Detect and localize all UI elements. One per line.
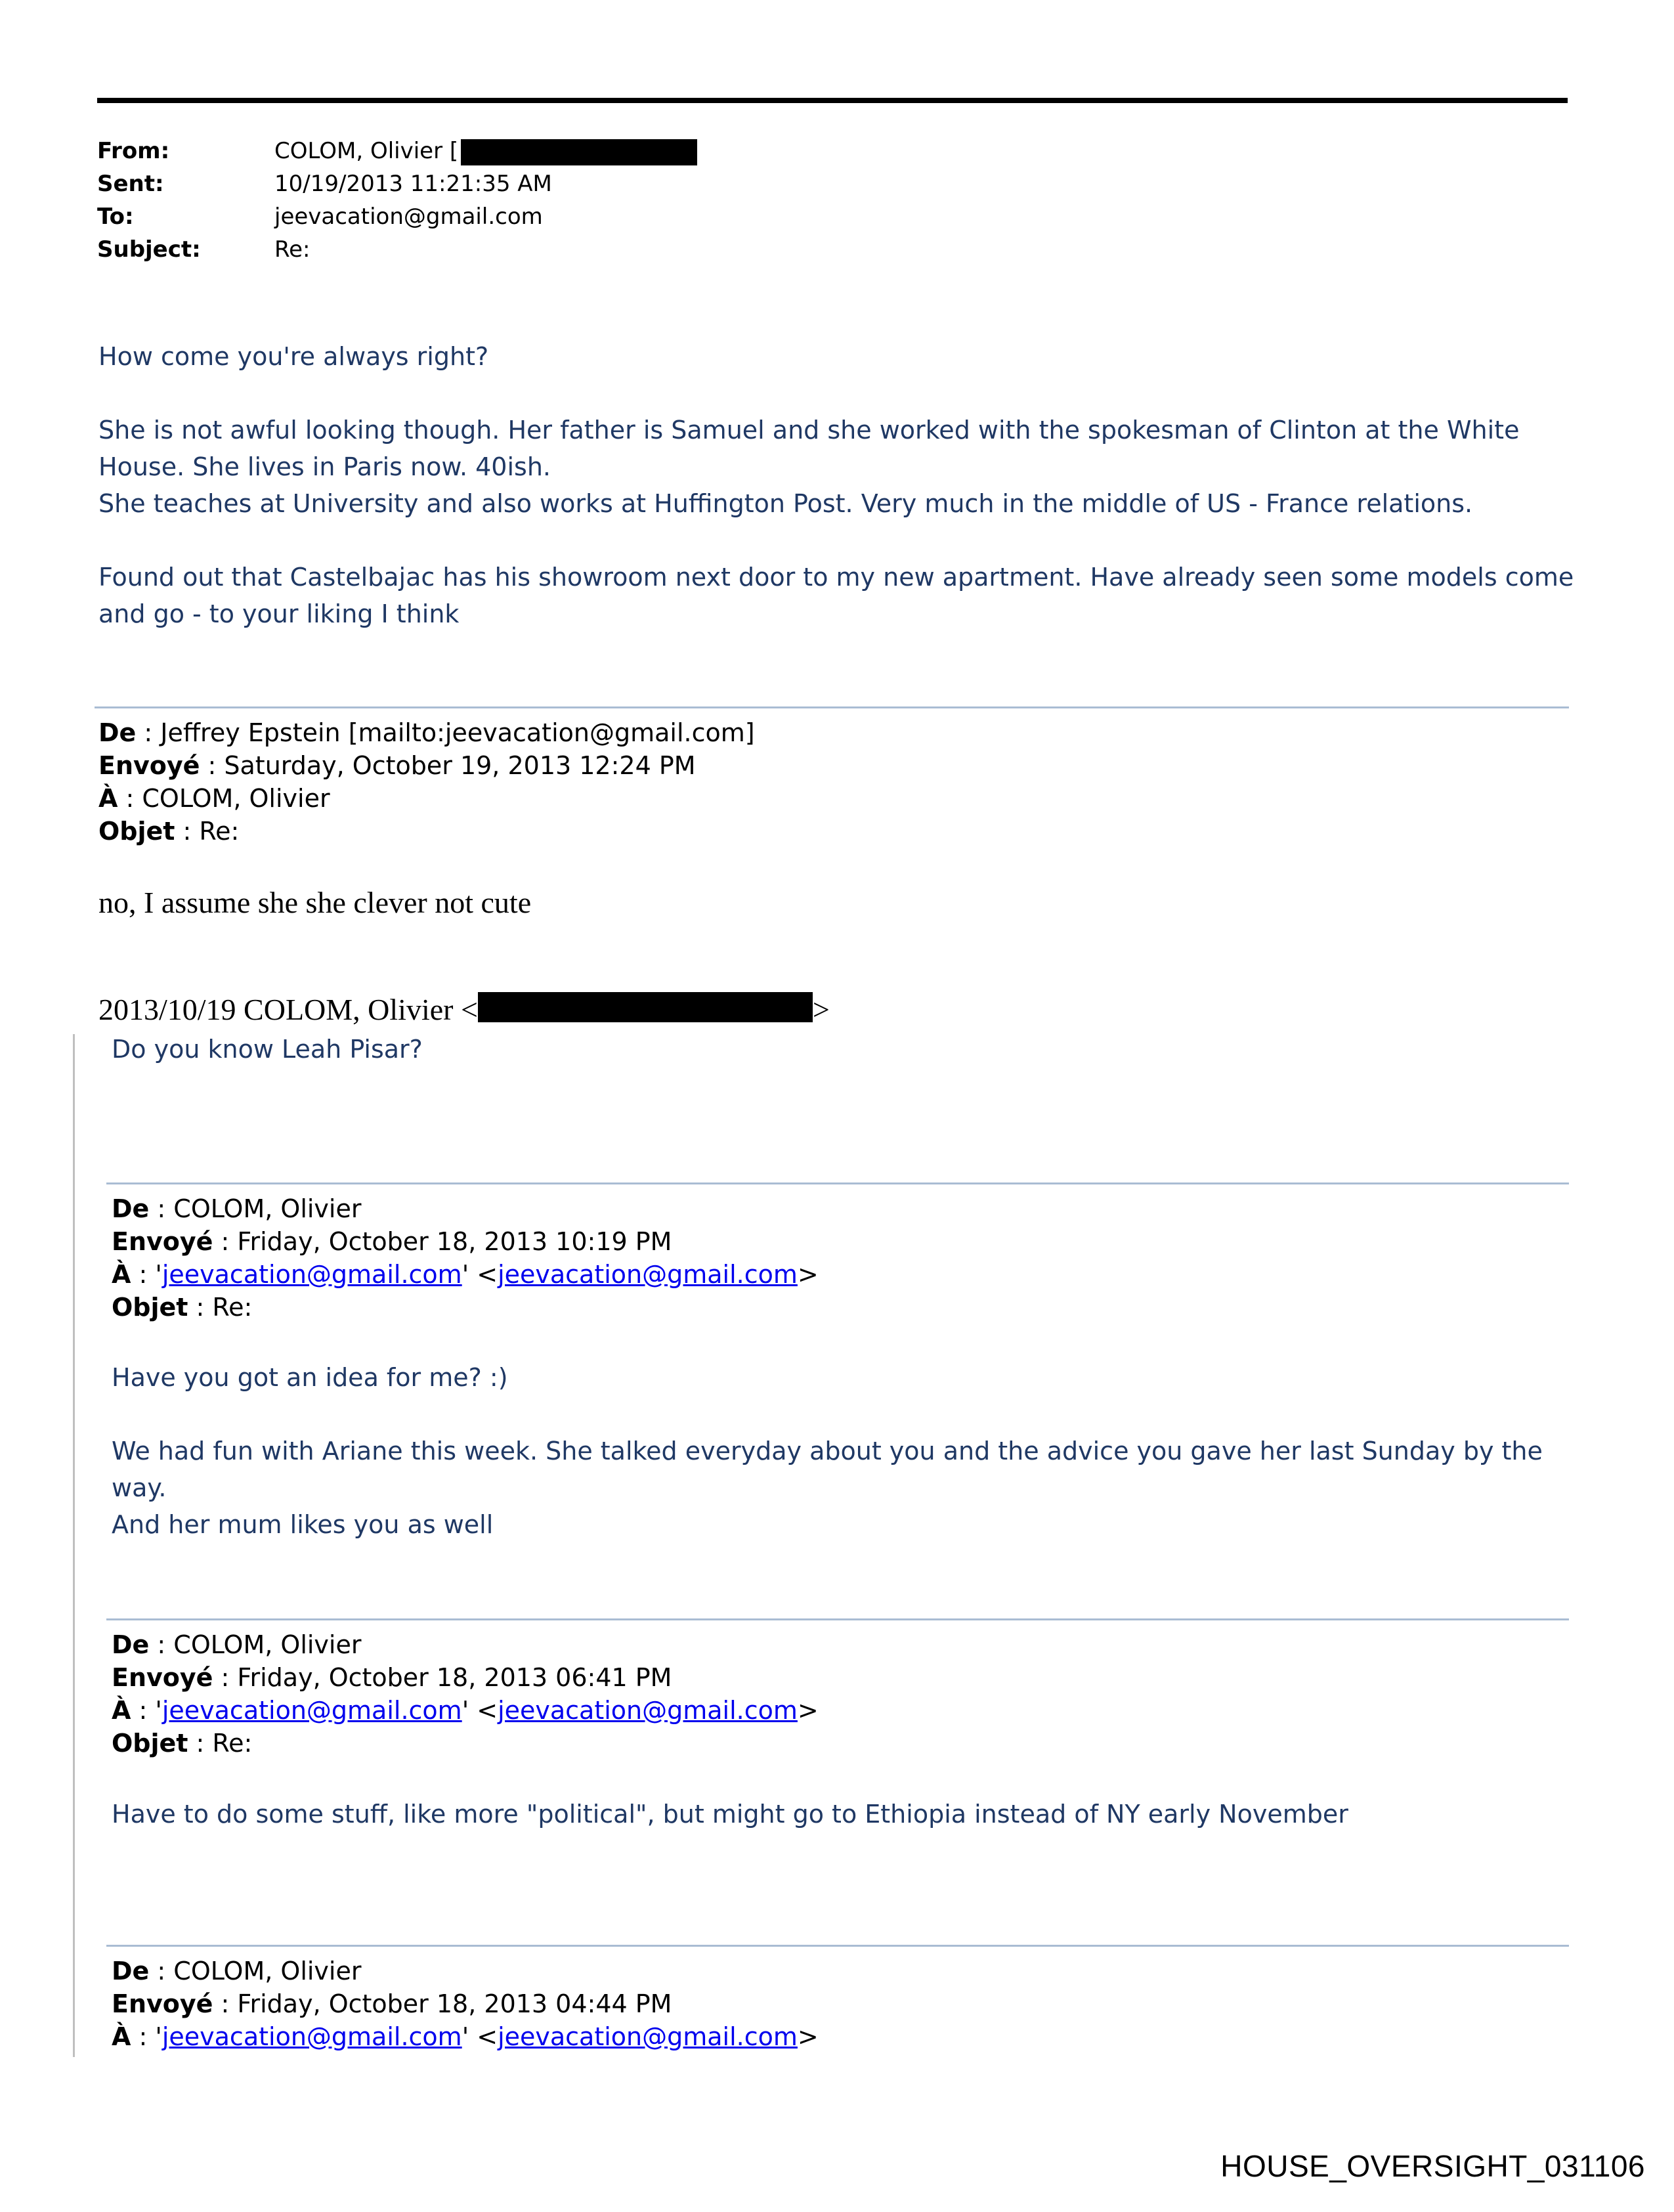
a-label: À <box>112 2022 131 2051</box>
envoye-label: Envoyé <box>112 1663 213 1692</box>
objet-label: Objet <box>112 1293 188 1322</box>
a-suffix: > <box>797 2022 819 2051</box>
separator-line <box>106 1945 1569 1947</box>
email-link[interactable]: jeevacation@gmail.com <box>161 1696 462 1725</box>
sent-value: 10/19/2013 11:21:35 AM <box>274 171 552 197</box>
envoye-label: Envoyé <box>112 1989 213 2018</box>
objet-value: : Re: <box>188 1293 253 1322</box>
body-line: She teaches at University and also works at Huffington Post. Very much in the middle of US - France relations. <box>98 489 1473 518</box>
envoye-label: Envoyé <box>98 751 200 780</box>
separator-line <box>95 706 1569 708</box>
objet-label: Objet <box>112 1729 188 1758</box>
sent-label: Sent: <box>97 171 164 197</box>
subject-label: Subject: <box>97 236 201 263</box>
from-label: From: <box>97 138 170 164</box>
message-body-2: no, I assume she she clever not cute <box>98 886 532 919</box>
a-label: À <box>98 784 118 813</box>
message-body-4 <box>112 1796 1576 1832</box>
email-header <box>97 135 885 272</box>
body-line: She is not awful looking though. Her father is Samuel and she worked with the spokesman of Clinton at the White <box>98 416 1520 445</box>
message-header-5 <box>112 1955 819 2053</box>
message-header-3 <box>112 1192 819 1324</box>
envoye-value: : Saturday, October 19, 2013 12:24 PM <box>200 751 696 780</box>
de-label: De <box>112 1957 150 1985</box>
a-suffix: > <box>797 1696 819 1725</box>
quote-intro-end: > <box>812 993 830 1026</box>
a-label: À <box>112 1696 131 1725</box>
redaction-bar <box>478 992 813 1022</box>
message-header-4 <box>112 1628 819 1760</box>
de-value: : COLOM, Olivier <box>149 1630 362 1659</box>
top-rule <box>97 98 1568 103</box>
email-link[interactable]: jeevacation@gmail.com <box>161 2022 462 2051</box>
body-line: Found out that Castelbajac has his showroom next door to my new apartment. Have already seen some models come <box>98 563 1574 592</box>
body-paragraph: How come you're always right? <box>98 342 489 371</box>
objet-label: Objet <box>98 817 175 846</box>
quoted-body: Do you know Leah Pisar? <box>112 1035 423 1064</box>
a-mid: ' < <box>461 2022 498 2051</box>
de-value: : COLOM, Olivier <box>149 1194 362 1223</box>
a-prefix: : ' <box>131 2022 162 2051</box>
to-value: jeevacation@gmail.com <box>274 204 543 230</box>
objet-value: : Re: <box>188 1729 253 1758</box>
body-line: House. She lives in Paris now. 40ish. <box>98 452 551 481</box>
email-link[interactable]: jeevacation@gmail.com <box>498 2022 798 2051</box>
a-prefix: : ' <box>131 1696 162 1725</box>
separator-line <box>106 1182 1569 1184</box>
quote-intro-text: 2013/10/19 COLOM, Olivier < <box>98 993 478 1026</box>
message-header-2 <box>98 716 755 848</box>
separator-line <box>106 1618 1569 1620</box>
envoye-value: : Friday, October 18, 2013 06:41 PM <box>213 1663 672 1692</box>
from-value: COLOM, Olivier [ <box>274 138 459 164</box>
subject-value: Re: <box>274 236 311 263</box>
email-link[interactable]: jeevacation@gmail.com <box>498 1260 798 1289</box>
email-link[interactable]: jeevacation@gmail.com <box>161 1260 462 1289</box>
message-body-1 <box>98 338 1582 632</box>
de-label: De <box>98 718 137 747</box>
a-suffix: > <box>797 1260 819 1289</box>
envoye-label: Envoyé <box>112 1227 213 1256</box>
body-paragraph: Have you got an idea for me? :) <box>112 1363 508 1392</box>
de-value: : COLOM, Olivier <box>149 1957 362 1985</box>
body-line: And her mum likes you as well <box>112 1510 494 1539</box>
bates-number: HOUSE_OVERSIGHT_031106 <box>1220 2149 1645 2183</box>
a-value: : COLOM, Olivier <box>118 784 330 813</box>
a-mid: ' < <box>461 1260 498 1289</box>
a-prefix: : ' <box>131 1260 162 1289</box>
message-body-3 <box>112 1359 1576 1543</box>
redaction-bar <box>461 139 697 165</box>
a-mid: ' < <box>461 1696 498 1725</box>
to-label: To: <box>97 204 134 230</box>
email-link[interactable]: jeevacation@gmail.com <box>498 1696 798 1725</box>
envoye-value: : Friday, October 18, 2013 04:44 PM <box>213 1989 672 2018</box>
body-line: and go - to your liking I think <box>98 599 460 628</box>
quote-intro <box>98 990 830 1030</box>
envoye-value: : Friday, October 18, 2013 10:19 PM <box>213 1227 672 1256</box>
de-value: : Jeffrey Epstein [mailto:jeevacation@gmail.com] <box>136 718 755 747</box>
body-line: We had fun with Ariane this week. She talked everyday about you and the advice you gave her last Sunday by the way. <box>112 1437 1543 1502</box>
de-label: De <box>112 1630 150 1659</box>
objet-value: : Re: <box>175 817 240 846</box>
de-label: De <box>112 1194 150 1223</box>
quote-bar <box>73 1034 75 2057</box>
a-label: À <box>112 1260 131 1289</box>
body-paragraph: Have to do some stuff, like more "political", but might go to Ethiopia instead of NY early November <box>112 1800 1348 1829</box>
